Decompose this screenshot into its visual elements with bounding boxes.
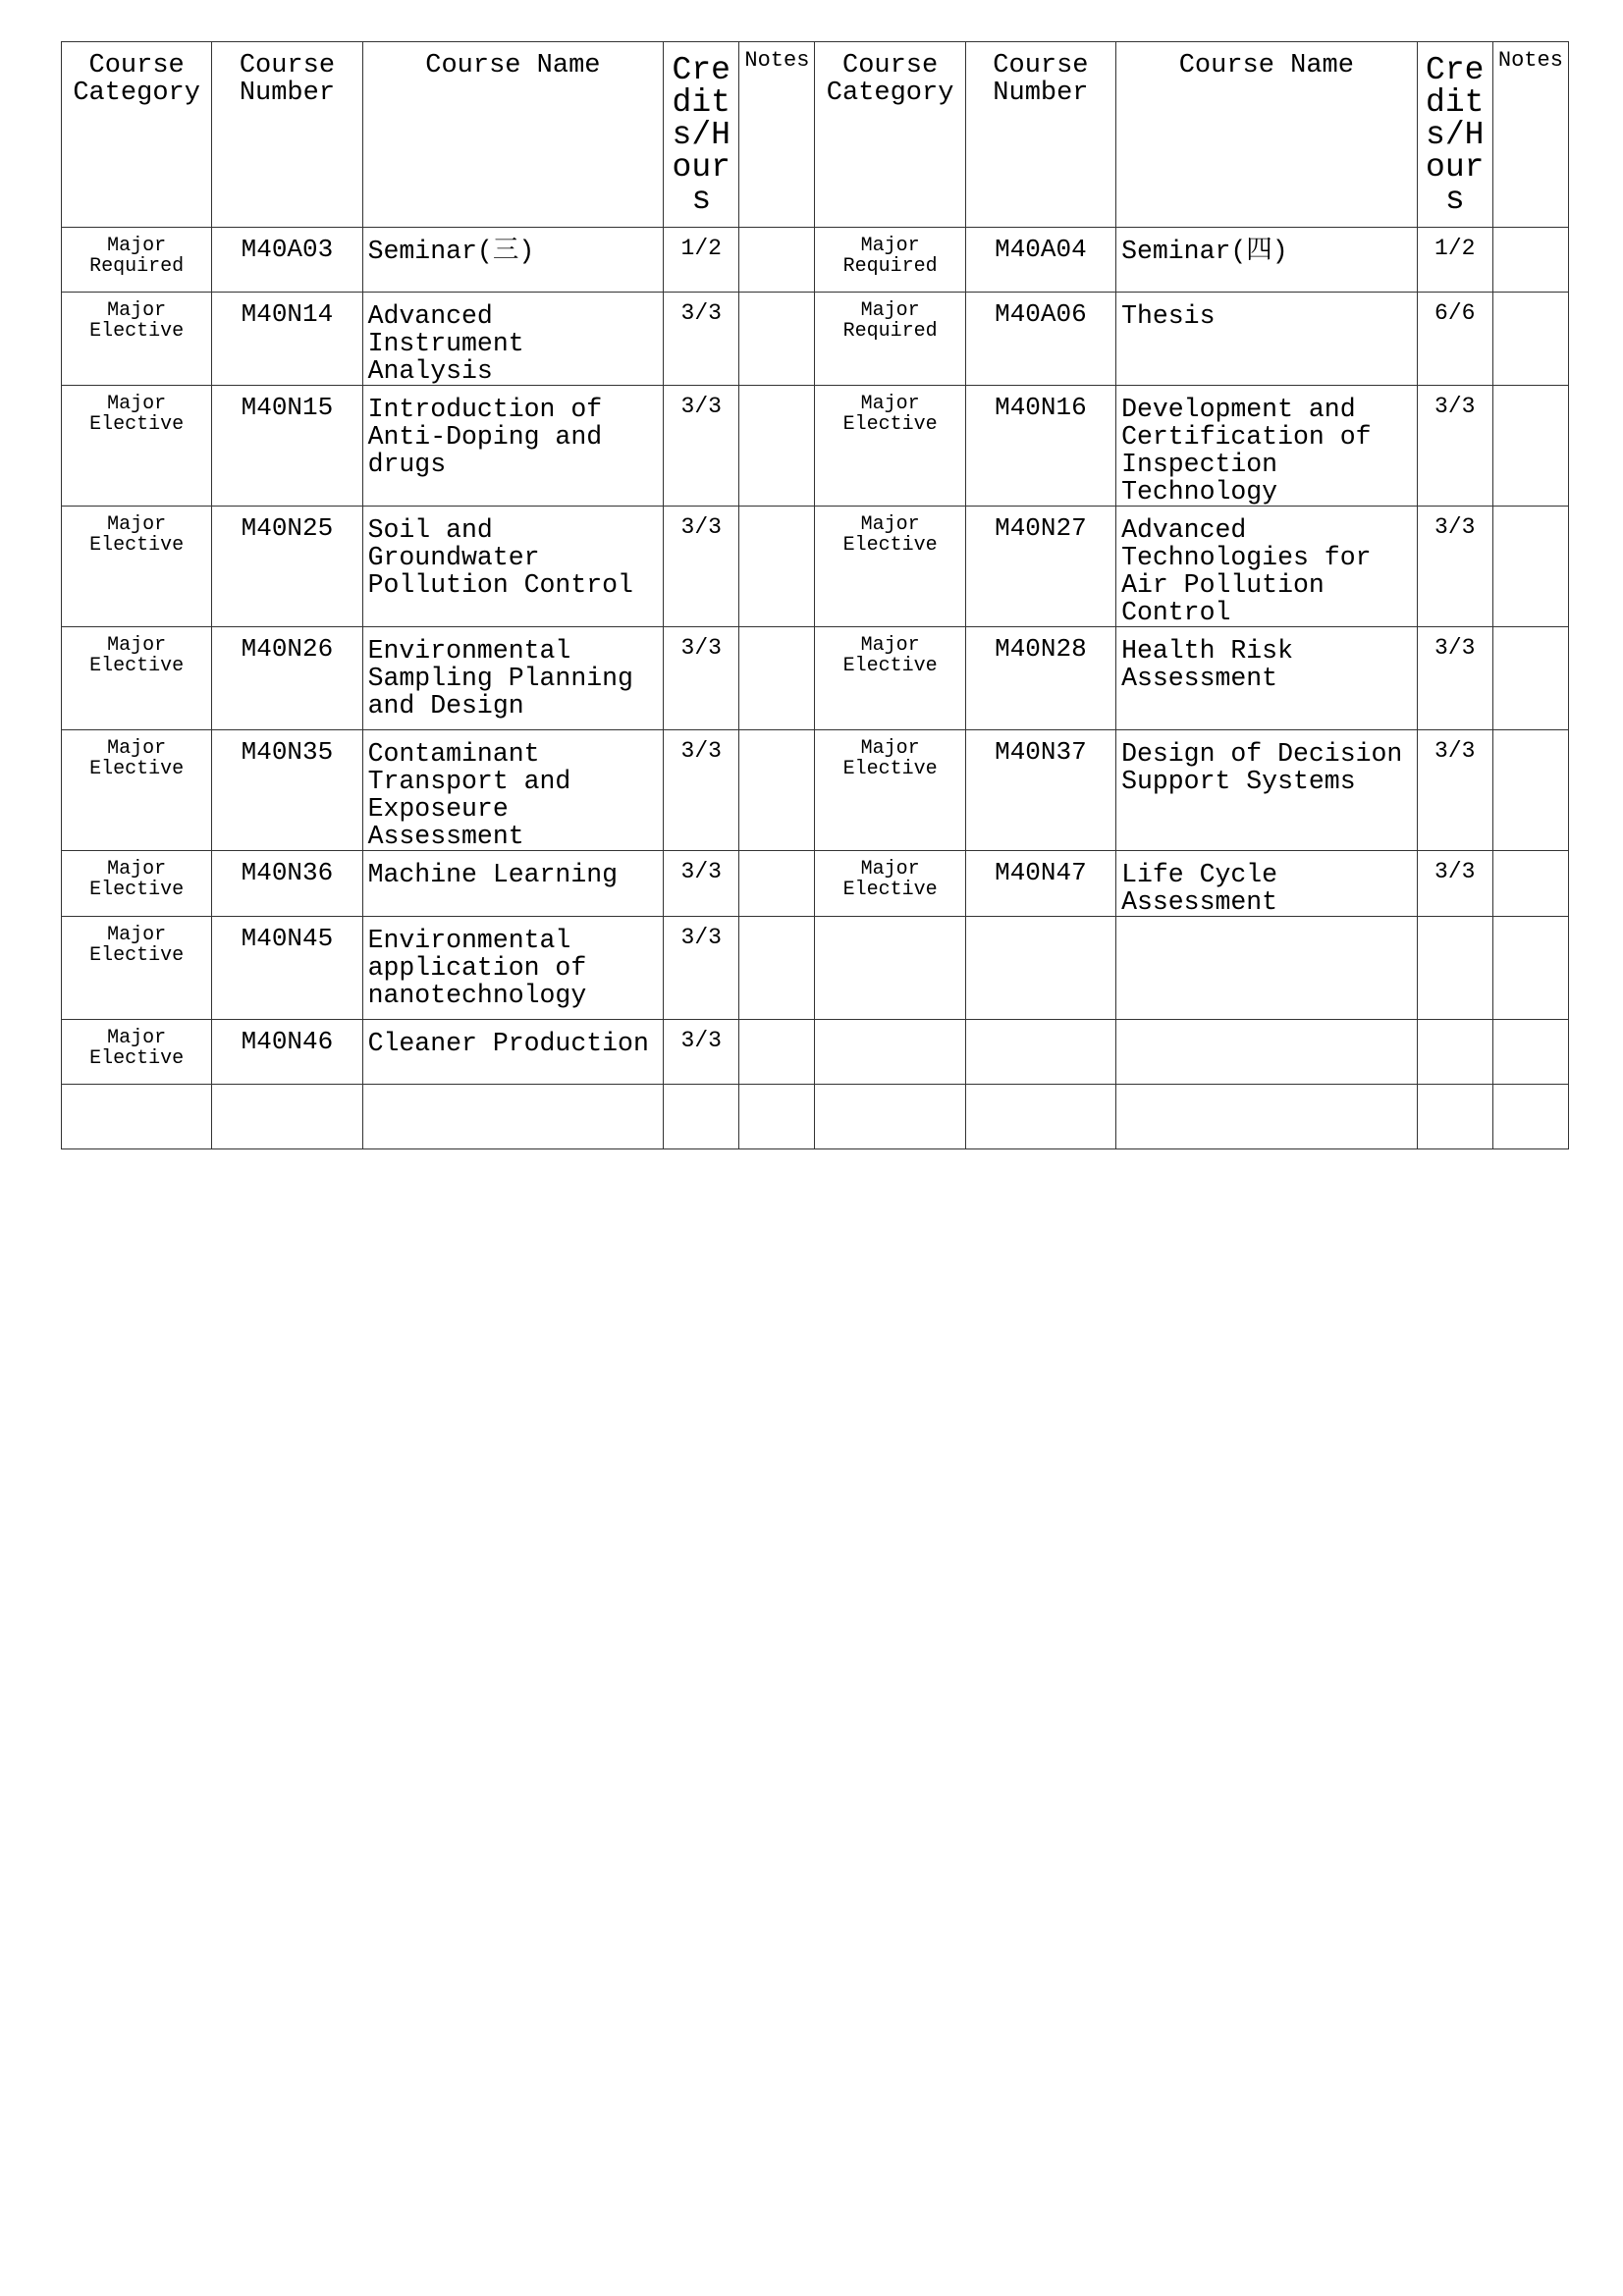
course-notes: [1492, 507, 1568, 627]
table-row: [62, 507, 1569, 627]
course-notes: [1492, 293, 1568, 386]
course-name: Seminar(三): [362, 228, 664, 293]
course-name: Seminar(四): [1116, 228, 1418, 293]
course-notes: [739, 1020, 815, 1085]
header-course-name: Course Name: [362, 42, 664, 228]
course-credits: 3/3: [664, 627, 739, 730]
table-row: [62, 851, 1569, 917]
course-credits: 3/3: [664, 293, 739, 386]
header-credits-hours: Credits/Hours: [664, 42, 739, 228]
table-row: [62, 917, 1569, 1020]
course-category: [815, 917, 965, 1020]
course-table: [61, 41, 1569, 1149]
course-number: M40N27: [965, 507, 1115, 627]
course-name: Advanced Instrument Analysis: [362, 293, 664, 386]
course-name: Development and Certification of Inspection Technology: [1116, 386, 1418, 507]
course-category: Major Elective: [815, 386, 965, 507]
course-notes: [739, 386, 815, 507]
course-number: M40A03: [212, 228, 362, 293]
course-category: Major Elective: [62, 627, 212, 730]
header-row: [62, 42, 1569, 228]
course-credits: 3/3: [1417, 730, 1492, 851]
course-number: M40A06: [965, 293, 1115, 386]
course-notes: [739, 730, 815, 851]
course-name: Environmental application of nanotechnology: [362, 917, 664, 1020]
course-category: Major Elective: [815, 627, 965, 730]
course-notes: [1492, 917, 1568, 1020]
course-number: M40N26: [212, 627, 362, 730]
course-name: [1116, 1020, 1418, 1085]
course-credits: 1/2: [664, 228, 739, 293]
course-category: Major Required: [815, 228, 965, 293]
course-category: Major Elective: [62, 917, 212, 1020]
course-category: Major Elective: [62, 1020, 212, 1085]
course-credits: 3/3: [664, 917, 739, 1020]
course-category: Major Elective: [815, 507, 965, 627]
course-category: [62, 1085, 212, 1149]
course-number: M40N45: [212, 917, 362, 1020]
course-number: M40N14: [212, 293, 362, 386]
course-category: [815, 1085, 965, 1149]
course-notes: [739, 1085, 815, 1149]
course-number: M40N35: [212, 730, 362, 851]
header-course-number: Course Number: [212, 42, 362, 228]
course-name: [1116, 1085, 1418, 1149]
table-row: [62, 1085, 1569, 1149]
course-number: [212, 1085, 362, 1149]
course-number: M40N15: [212, 386, 362, 507]
course-name: Thesis: [1116, 293, 1418, 386]
course-name: Environmental Sampling Planning and Design: [362, 627, 664, 730]
course-category: Major Elective: [62, 386, 212, 507]
course-credits: 6/6: [1417, 293, 1492, 386]
course-number: M40N47: [965, 851, 1115, 917]
course-number: [965, 1020, 1115, 1085]
course-category: Major Elective: [62, 293, 212, 386]
course-credits: 3/3: [1417, 386, 1492, 507]
course-credits: 1/2: [1417, 228, 1492, 293]
table-row: [62, 293, 1569, 386]
course-number: M40N46: [212, 1020, 362, 1085]
course-number: M40A04: [965, 228, 1115, 293]
course-notes: [739, 917, 815, 1020]
course-credits: 3/3: [664, 851, 739, 917]
course-credits: [1417, 1085, 1492, 1149]
course-notes: [739, 627, 815, 730]
course-category: Major Required: [815, 293, 965, 386]
header-course-category: Course Category: [62, 42, 212, 228]
header-course-name: Course Name: [1116, 42, 1418, 228]
course-name: Life Cycle Assessment: [1116, 851, 1418, 917]
course-credits: [1417, 1020, 1492, 1085]
course-name: Machine Learning: [362, 851, 664, 917]
course-credits: [664, 1085, 739, 1149]
course-category: [815, 1020, 965, 1085]
course-credits: 3/3: [664, 1020, 739, 1085]
course-notes: [1492, 627, 1568, 730]
course-credits: [1417, 917, 1492, 1020]
course-notes: [739, 293, 815, 386]
course-name: Health Risk Assessment: [1116, 627, 1418, 730]
header-credits-hours: Credits/Hours: [1417, 42, 1492, 228]
course-credits: 3/3: [664, 730, 739, 851]
header-course-category: Course Category: [815, 42, 965, 228]
course-notes: [739, 507, 815, 627]
table-row: [62, 228, 1569, 293]
course-name: Cleaner Production: [362, 1020, 664, 1085]
course-number: M40N36: [212, 851, 362, 917]
table-row: [62, 730, 1569, 851]
course-name: Soil and Groundwater Pollution Control: [362, 507, 664, 627]
course-number: [965, 1085, 1115, 1149]
header-notes: Notes: [739, 42, 815, 228]
course-notes: [1492, 730, 1568, 851]
table-row: [62, 627, 1569, 730]
course-number: M40N25: [212, 507, 362, 627]
course-name: Design of Decision Support Systems: [1116, 730, 1418, 851]
course-category: Major Required: [62, 228, 212, 293]
course-notes: [1492, 851, 1568, 917]
course-notes: [1492, 1020, 1568, 1085]
table-row: [62, 1020, 1569, 1085]
course-notes: [1492, 228, 1568, 293]
course-credits: 3/3: [664, 386, 739, 507]
course-number: M40N37: [965, 730, 1115, 851]
course-number: [965, 917, 1115, 1020]
course-number: M40N28: [965, 627, 1115, 730]
course-name: [362, 1085, 664, 1149]
table-row: [62, 386, 1569, 507]
course-number: M40N16: [965, 386, 1115, 507]
course-credits: 3/3: [1417, 851, 1492, 917]
course-notes: [1492, 1085, 1568, 1149]
course-notes: [739, 228, 815, 293]
course-name: [1116, 917, 1418, 1020]
header-course-number: Course Number: [965, 42, 1115, 228]
course-credits: 3/3: [1417, 627, 1492, 730]
course-notes: [1492, 386, 1568, 507]
course-credits: 3/3: [664, 507, 739, 627]
course-credits: 3/3: [1417, 507, 1492, 627]
course-category: Major Elective: [62, 730, 212, 851]
course-category: Major Elective: [815, 730, 965, 851]
course-category: Major Elective: [815, 851, 965, 917]
course-name: Advanced Technologies for Air Pollution Control: [1116, 507, 1418, 627]
course-category: Major Elective: [62, 851, 212, 917]
header-notes: Notes: [1492, 42, 1568, 228]
course-notes: [739, 851, 815, 917]
course-name: Introduction of Anti-Doping and drugs: [362, 386, 664, 507]
course-name: Contaminant Transport and Exposeure Assessment: [362, 730, 664, 851]
course-category: Major Elective: [62, 507, 212, 627]
